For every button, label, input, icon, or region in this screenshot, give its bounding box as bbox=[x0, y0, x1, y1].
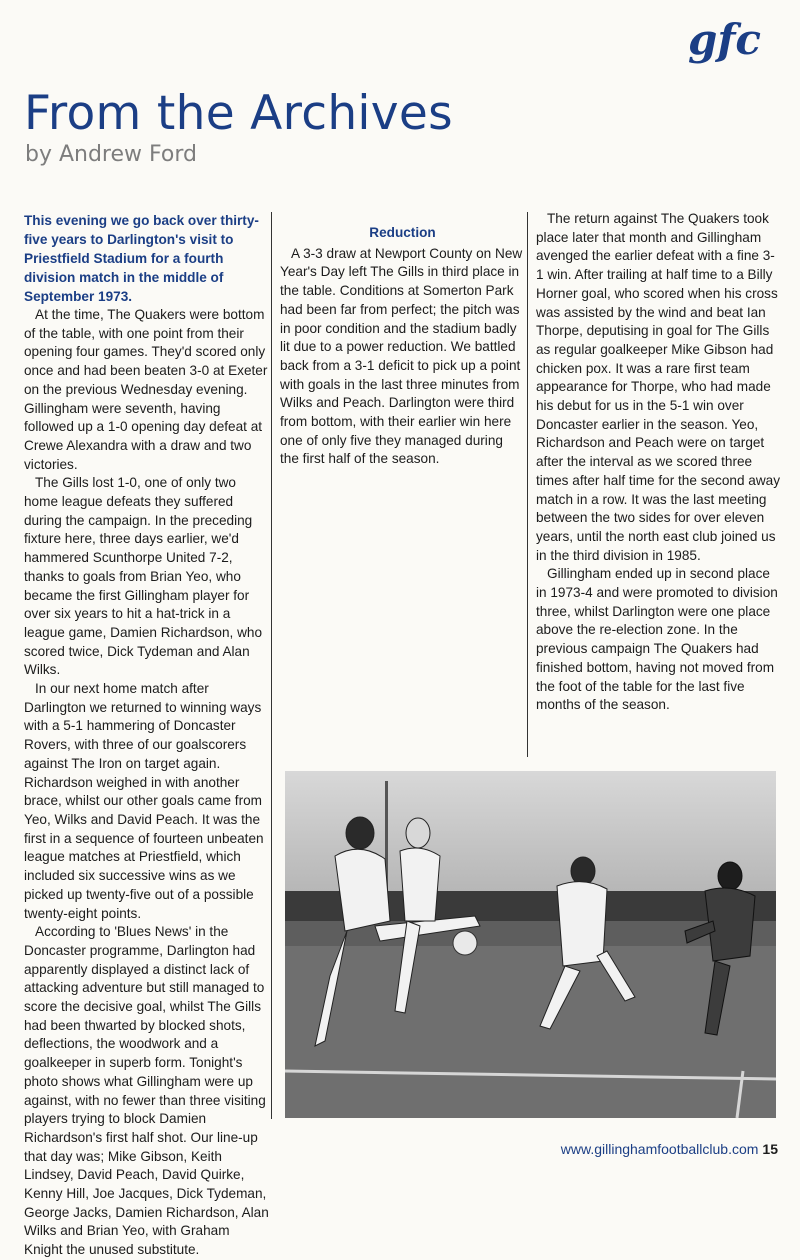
article-column-1 bbox=[24, 211, 269, 1260]
column-divider bbox=[271, 212, 272, 1119]
club-logo-icon bbox=[684, 14, 780, 66]
article-column-2 bbox=[280, 212, 525, 469]
paragraph: Gillingham ended up in second place in 1973-4 and were promoted to division three, whilst Darlington were one place above the re-election zone. In the previous campaign The Quakers had finished bottom, having not moved from the foot of the table for the last five months of the season. bbox=[536, 566, 778, 713]
svg-text:gfc: gfc bbox=[688, 15, 762, 64]
paragraph: The return against The Quakers took place later that month and Gillingham avenged the earlier defeat with a fine 3-1 win. After trailing at half time to a Billy Horner goal, who scored when his cross was assisted by the wind and beat Ian Thorpe, deputising in goal for The Gills as regular goalkeeper Mike Gibson had chicken pox. It was a rare first team appearance for Thorpe, who had made his debut for us in the 5-1 win over Doncaster earlier in the season. Yeo, Richardson and Peach were on target after the interval as we scored three times after half time for the second away match in a row. It was the last meeting between the two sides for over eleven years, until the north east club joined us in the third division in 1985. bbox=[536, 211, 781, 563]
paragraph: The Gills lost 1-0, one of only two home league defeats they suffered during the campaign. In the preceding fixture here, three days earlier, we'd hammered Scunthorpe United 7-2, thanks to goals from Brian Yeo, who became the first Gillingham player for over six years to hit a hat-trick in a league game, Damien Richardson, who scored twice, Dick Tydeman and Alan Wilks. bbox=[24, 475, 263, 678]
paragraph-part: According to 'Blues News' in the Doncaster programme, Darlington had apparently displayed a distinct lack of attacking adventure but still managed to score the decisive goal, whilst The Gills had been thwarted by blocked shots, deflections, the woodwork and a goalkeeper in superb form. Tonight's photo shows what Gillingham were up against, with no fewer than three visiting players trying to block Damien Richardson's first half shot. Our line-up that day was; Mike Gibson, Keith Lindsey, David Peach, David Quirke, Kenny Hill, Joe Jacques, Dick Tydeman, George Jacks, Damien Richardson, Alan Wilks and Brian Yeo, with Graham Knight the unused substitute. bbox=[24, 924, 269, 1258]
website-link[interactable]: www.gillinghamfootballclub.com bbox=[560, 1141, 759, 1157]
match-photo bbox=[285, 771, 776, 1118]
paragraph: A 3-3 draw at Newport County on New Year's Day left The Gills in third place in the table. Conditions at Somerton Park had been far from perfect; the pitch was in poor condition and the stadium badly lit due to a power reduction. We battled back from a 3-1 deficit to pick up a point with goals in the last three minutes from Wilks and Peach. Darlington were third from bottom, with their earlier win here one of only five they managed during the first half of the season. bbox=[280, 245, 523, 467]
article-column-3 bbox=[536, 210, 781, 715]
byline: by Andrew Ford bbox=[25, 142, 197, 167]
page-title: From the Archives bbox=[24, 86, 453, 141]
subheading: Reduction bbox=[369, 225, 436, 240]
lead-paragraph: This evening we go back over thirty-five years to Darlington's visit to Priestfield Stadium for a fourth division match in the middle of September 1973. bbox=[24, 213, 259, 304]
paragraph bbox=[24, 923, 269, 1260]
paragraph: In our next home match after Darlington we returned to winning ways with a 5-1 hammering of Doncaster Rovers, with three of our goalscorers against The Iron on target again. Richardson weighed in with another brace, whilst our other goals came from Yeo, Wilks and David Peach. It was the first in a sequence of fourteen unbeaten league matches at Priestfield, which included six successive wins as we picked up twenty-five out of a possible twenty-eight points. bbox=[24, 681, 264, 921]
page-number: 15 bbox=[762, 1141, 778, 1157]
paragraph: At the time, The Quakers were bottom of the table, with one point from their opening four games. They'd scored only once and had been beaten 3-0 at Exeter on the previous Wednesday evening. Gillingham were seventh, having followed up a 1-0 opening day defeat at Crewe Alexandra with a draw and two victories. bbox=[24, 307, 268, 472]
column-divider bbox=[527, 212, 528, 757]
page-footer bbox=[561, 1141, 778, 1157]
match-photo-illustration bbox=[285, 771, 776, 1118]
